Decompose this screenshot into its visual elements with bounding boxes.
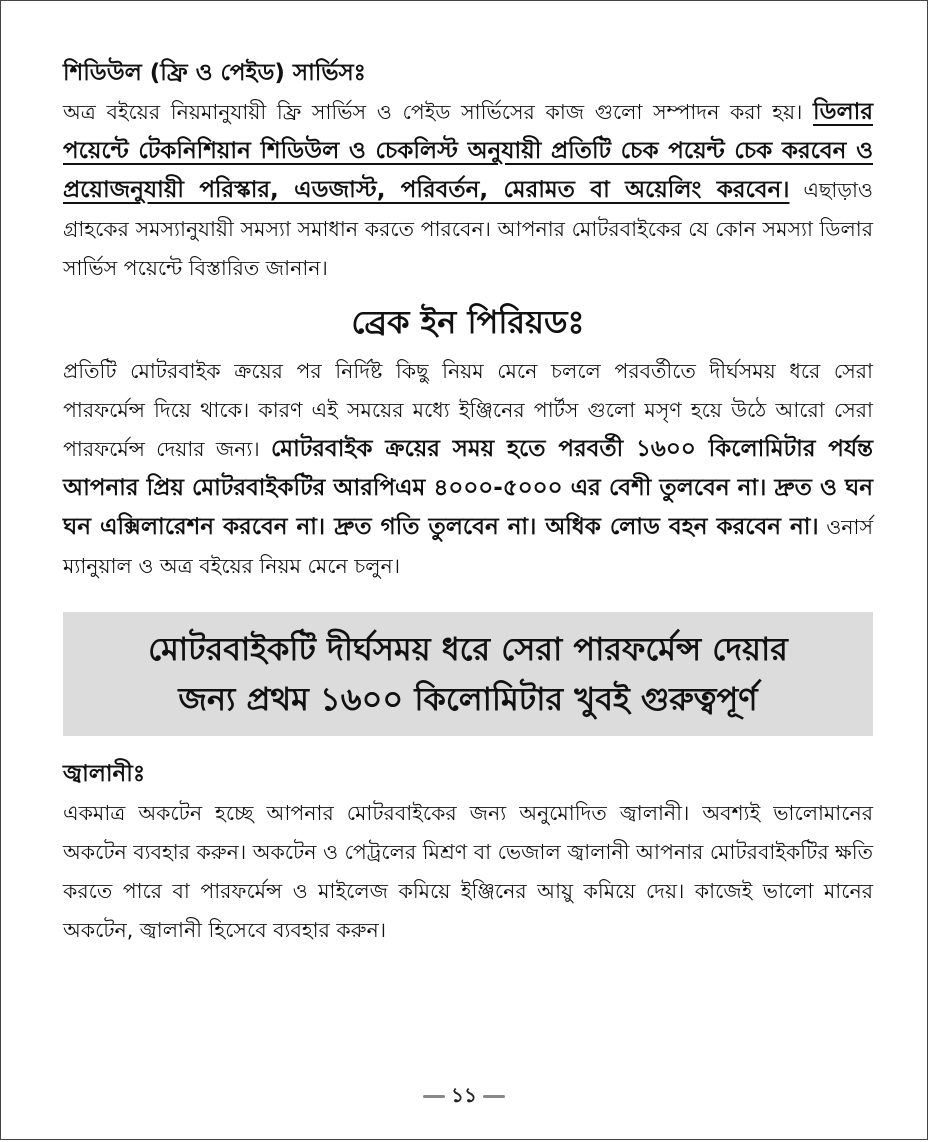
- highlight-callout: [63, 612, 873, 736]
- break-in-bold-text: মোটরবাইক ক্রয়ের সময় হতে পরবর্তী ১৬০০ কিলোমিটার পর্যন্ত আপনার প্রিয় মোটরবাইকটির আরপিএম ৪০০০-৫০০০ এর বেশী তুলবেন না। দ্রুত ও ঘন ঘন এক্সিলারেশন করবেন না। দ্রুত গতি তুলবেন না। অধিক লোড বহন করবেন না।: [63, 436, 873, 540]
- schedule-emphasis-text: ডিলার পয়েন্টে টেকনিশিয়ান শিডিউল ও চেকলিস্ট অনুযায়ী প্রতিটি চেক পয়েন্ট চেক করবেন ও প্রয়োজনুযায়ী পরিস্কার, এডজাস্ট, পরিবর্তন, মেরামত বা অয়েলিং করবেন।: [63, 99, 873, 203]
- page-content: [63, 53, 873, 950]
- fuel-heading: জ্বালানীঃ: [63, 761, 146, 787]
- break-in-title: ব্রেক ইন পিরিয়ডঃ: [351, 303, 585, 341]
- fuel-paragraph: একমাত্র অকটেন হচ্ছে আপনার মোটরবাইকের জন্য অনুমোদিত জ্বালানী। অবশ্যই ভালোমানের অকটেন ব্যবহার করুন। অকটেন ও পেট্রলের মিশ্রণ বা ভেজাল জ্বালানী আপনার মোটরবাইকটির ক্ষতি করতে পারে বা পারফর্মেন্স ও মাইলেজ কমিয়ে ইঞ্জিনের আয়ু কমিয়ে দেয়। কাজেই ভালো মানের অকটেন, জ্বালানী হিসেবে ব্যবহার করুন।: [63, 801, 873, 942]
- break-in-intro-text: প্রতিটি মোটরবাইক ক্রয়ের পর নির্দিষ্ট কিছু নিয়ম মেনে চললে পরবর্তীতে দীর্ঘসময় ধরে সেরা পারফর্মেন্স দিয়ে থাকে। কারণ এই সময়ের মধ্যে ইঞ্জিনের পার্টস গুলো মসৃণ হয়ে উঠে আরো সেরা পারফর্মেন্স দেয়ার জন্য।: [63, 359, 873, 461]
- schedule-outro-text: এছাড়াও গ্রাহকের সমস্যানুযায়ী সমস্যা সমাধান করতে পারবেন। আপনার মোটরবাইকের যে কোন সমস্যা ডিলার সার্ভিস পয়েন্টে বিস্তারিত জানান।: [63, 178, 873, 280]
- schedule-intro-text: অত্র বইয়ের নিয়মানুযায়ী ফ্রি সার্ভিস ও পেইড সার্ভিসের কাজ গুলো সম্পাদন করা হয়।: [63, 100, 814, 124]
- page-number: ১১: [451, 1083, 477, 1107]
- footer-dash-right: [483, 1095, 505, 1098]
- callout-line-1: মোটরবাইকটি দীর্ঘসময় ধরে সেরা পারফর্মেন্স দেয়ার: [148, 630, 788, 668]
- schedule-service-heading: শিডিউল (ফ্রি ও পেইড) সার্ভিসঃ: [63, 60, 366, 86]
- break-in-outro-text: ওনার্স ম্যানুয়াল ও অত্র বইয়ের নিয়ম মেনে চলুন।: [63, 515, 874, 578]
- callout-line-2: জন্য প্রথম ১৬০০ কিলোমিটার খুবই গুরুত্বপূর্ণ: [178, 680, 758, 718]
- schedule-service-paragraph: [63, 93, 873, 288]
- page-footer: [1, 1081, 927, 1114]
- footer-dash-left: [423, 1095, 445, 1098]
- break-in-paragraph: [63, 352, 873, 586]
